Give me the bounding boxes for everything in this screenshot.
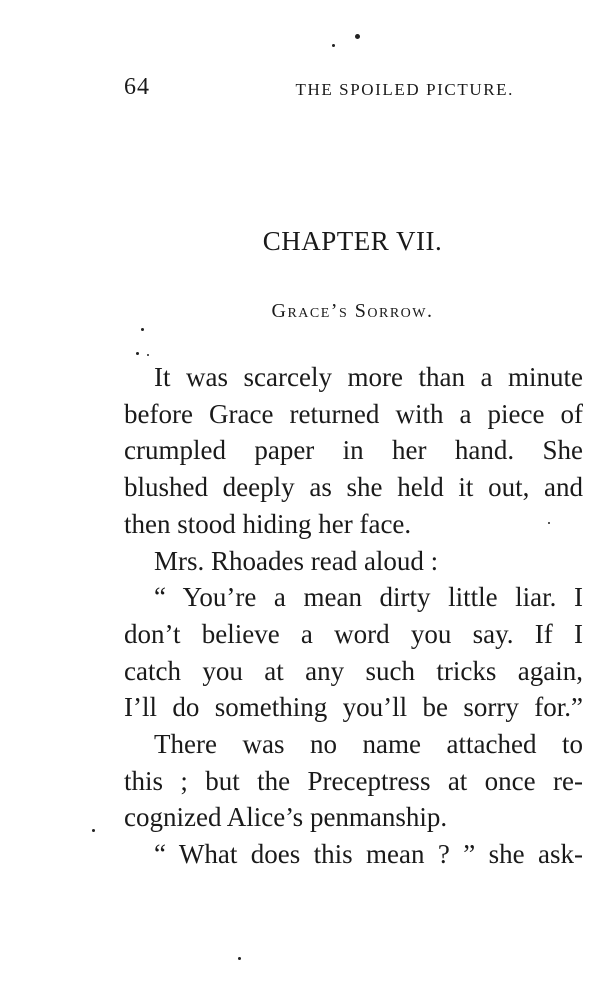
running-head — [124, 74, 514, 106]
text-line: crumpled paper in her hand. She — [124, 435, 583, 466]
book-title: THE SPOILED PICTURE. — [295, 80, 514, 99]
scan-speck — [141, 328, 144, 331]
text-line: then stood hiding her face. — [124, 508, 412, 539]
text-line: don’t believe a word you say. If I — [124, 618, 583, 649]
scan-speck — [238, 957, 241, 960]
text-line: cognized Alice’s penmanship. — [124, 802, 448, 833]
chapter-title: CHAPTER VII. — [262, 226, 443, 256]
text-line: before Grace returned with a piece of — [124, 398, 583, 429]
text-line: There was no name attached to — [154, 729, 583, 760]
text-line: Mrs. Rhoades read aloud : — [154, 545, 439, 576]
scan-speck — [136, 352, 139, 355]
text-line: catch you at any such tricks again, — [124, 655, 583, 686]
text-line: It was scarcely more than a minute — [154, 362, 583, 392]
page-number: 64 — [124, 74, 150, 100]
text-line: I’ll do something you’ll be sorry for.” — [124, 692, 583, 723]
text-line: blushed deeply as she held it out, and — [124, 472, 583, 503]
scan-speck — [147, 354, 149, 356]
text-line: “ What does this mean ? ” she ask- — [154, 839, 583, 870]
scan-speck — [355, 34, 360, 39]
body-text — [124, 359, 583, 873]
scan-speck — [548, 522, 550, 524]
text-line: this ; but the Preceptress at once re- — [124, 765, 583, 796]
chapter-subtitle: Grace’s Sorrow. — [271, 300, 434, 322]
text-line: “ You’re a mean dirty little liar. I — [154, 582, 583, 613]
scan-speck — [92, 829, 95, 832]
scan-speck — [332, 44, 335, 47]
